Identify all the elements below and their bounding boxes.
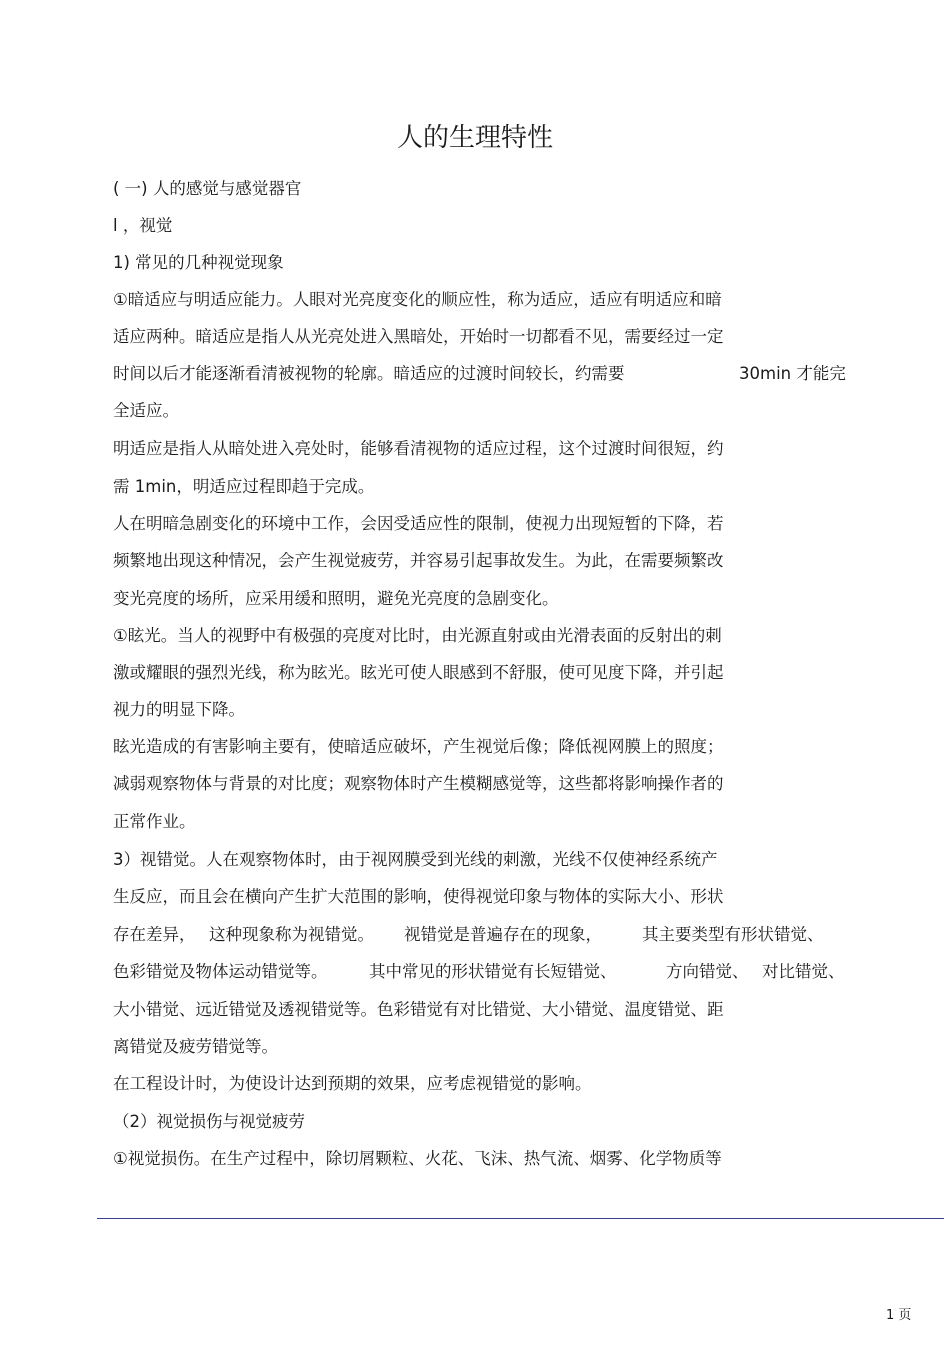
paragraph-line: 视力的明显下降。: [113, 700, 245, 719]
paragraph-line: 减弱观察物体与背景的对比度；观察物体时产生模糊感觉等，这些都将影响操作者的: [113, 774, 724, 793]
text-segment: 30min 才能完: [739, 364, 846, 383]
paragraph-line: 在工程设计时，为使设计达到预期的效果，应考虑视错觉的影响。: [113, 1074, 592, 1093]
section-heading-senses: ( 一) 人的感觉与感觉器官: [113, 179, 302, 198]
paragraph-line: 眩光造成的有害影响主要有，使暗适应破坏，产生视觉后像；降低视网膜上的照度；: [113, 737, 724, 756]
paragraph-line: 激或耀眼的强烈光线，称为眩光。眩光可使人眼感到不舒服，使可见度下降，并引起: [113, 663, 724, 682]
paragraph-line: 适应两种。暗适应是指人从光亮处进入黑暗处，开始时一切都看不见，需要经过一定: [113, 327, 724, 346]
paragraph-line: 人在明暗急剧变化的环境中工作，会因受适应性的限制，使视力出现短暂的下降，若: [113, 514, 724, 533]
footer-rule: [97, 1218, 944, 1219]
paragraph-line: 全适应。: [113, 401, 179, 420]
paragraph-line: 生反应，而且会在横向产生扩大范围的影响，使得视觉印象与物体的实际大小、形状: [113, 887, 724, 906]
paragraph-line: 频繁地出现这种情况，会产生视觉疲劳，并容易引起事故发生。为此，在需要频繁改: [113, 551, 724, 570]
subsection-heading-injury: （2）视觉损伤与视觉疲劳: [113, 1112, 305, 1131]
page-number: 1 页: [886, 1308, 912, 1323]
paragraph-line: 明适应是指人从暗处进入亮处时，能够看清视物的适应过程，这个过渡时间很短，约: [113, 439, 724, 458]
page-title: 人的生理特性: [396, 123, 553, 153]
subsection-heading-phenomena: 1) 常见的几种视觉现象: [113, 253, 284, 272]
paragraph-line: ①视觉损伤。在生产过程中，除切屑颗粒、火花、飞沫、热气流、烟雾、化学物质等: [113, 1149, 722, 1168]
paragraph-line: 正常作业。: [113, 812, 196, 831]
text-segment: 方向错觉、: [666, 962, 749, 981]
subsection-heading-vision: l ，视觉: [113, 216, 173, 235]
text-segment: 其主要类型有形状错觉、: [642, 925, 824, 944]
text-segment: 对比错觉、: [762, 962, 845, 981]
paragraph-line: 需 1min，明适应过程即趋于完成。: [113, 477, 375, 496]
text-segment: 存在差异，: [113, 925, 196, 944]
paragraph-line: 大小错觉、远近错觉及透视错觉等。色彩错觉有对比错觉、大小错觉、温度错觉、距: [113, 1000, 724, 1019]
text-segment: 这种现象称为视错觉。: [209, 925, 374, 944]
paragraph-line: ①眩光。当人的视野中有极强的亮度对比时，由光源直射或由光滑表面的反射出的刺: [113, 626, 722, 645]
text-segment: 色彩错觉及物体运动错觉等。: [113, 962, 328, 981]
text-segment: 时间以后才能逐渐看清被视物的轮廓。暗适应的过渡时间较长，约需要: [113, 364, 625, 383]
paragraph-line: 离错觉及疲劳错觉等。: [113, 1037, 278, 1056]
paragraph-line: ①暗适应与明适应能力。人眼对光亮度变化的顺应性，称为适应，适应有明适应和暗: [113, 290, 722, 309]
text-segment: 视错觉是普遍存在的现象，: [404, 925, 602, 944]
text-segment: 其中常见的形状错觉有长短错觉、: [369, 962, 617, 981]
paragraph-line: 3）视错觉。人在观察物体时，由于视网膜受到光线的刺激，光线不仅使神经系统产: [113, 850, 718, 869]
paragraph-line: 变光亮度的场所，应采用缓和照明，避免光亮度的急剧变化。: [113, 589, 559, 608]
